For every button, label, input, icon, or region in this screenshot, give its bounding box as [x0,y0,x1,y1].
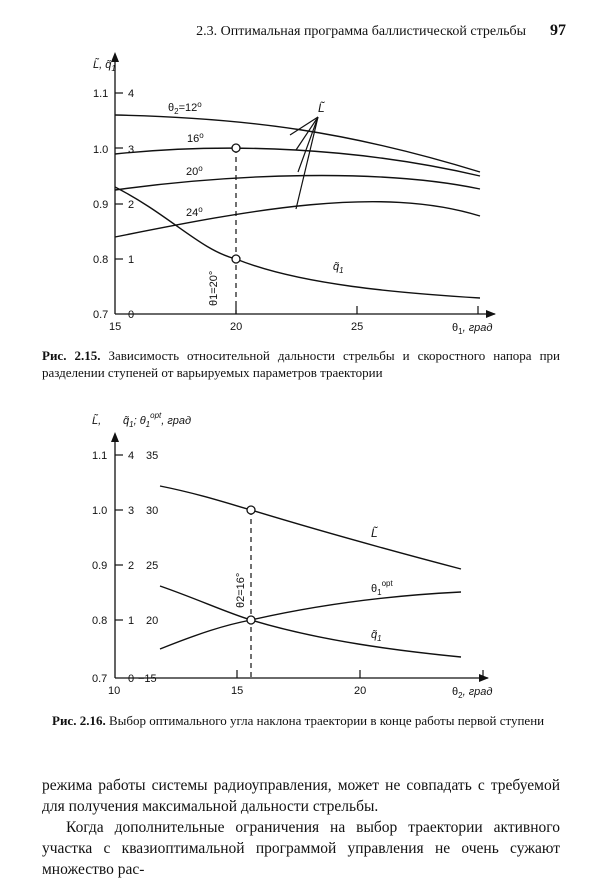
curves [160,486,461,657]
curve-L-theta2-12 [115,115,480,172]
x-axis-arrow [486,310,496,318]
label-theta2-12: $\theta_2=12^o$ [168,100,202,116]
curves [115,115,480,298]
left-tick: 0.8 [92,615,108,627]
x-ticks [109,321,363,333]
left-tick: 1.1 [93,88,109,100]
dashed-line-label: θ1=20° [208,270,220,306]
x-tick: 25 [351,321,364,333]
axis-arrows [111,432,489,682]
x-ticks [108,685,366,697]
q-tick: 0 [128,673,135,685]
caption-label: Рис. 2.16. [52,713,106,728]
q-tick: 3 [128,505,135,517]
q-tick: 2 [128,199,135,211]
x-tick: 15 [231,685,244,697]
left-tick: 0.7 [93,309,109,321]
theta-tick: 35 [146,450,159,462]
x-tick-marks [236,306,478,314]
x-tick: 20 [230,321,243,333]
y-tick-marks [115,455,123,620]
x-axis-title: $\theta_2$, град [452,686,493,700]
paragraph: режима работы системы радиоуправления, может не совпадать с требуемой для получения максимальной дальности стрельбы. [42,777,560,815]
secondary-ticks [128,88,134,321]
q-tick: 2 [128,560,135,572]
curve-q1 [160,586,461,657]
left-tick: 1.1 [92,450,108,462]
label-20: 20$^o$ [186,164,203,178]
left-tick: 0.8 [93,254,109,266]
curve-L-theta2-20 [115,176,480,190]
theta-tick: −15 [138,673,157,685]
q-tick: 1 [128,615,135,627]
theta-tick: 25 [146,560,159,572]
section-title: 2.3. Оптимальная программа баллистической стрельбы [196,24,526,39]
left-ticks [93,88,108,321]
left-ticks [92,450,107,685]
q-tick: 4 [128,450,135,462]
q-tick: 0 [128,309,135,321]
mid-ticks [128,450,134,685]
x-axis-title: $\theta_1$, град [452,322,493,336]
x-tick: 20 [354,685,367,697]
left-tick: 0.9 [92,560,108,572]
y-axis-title-L: L̃, [92,415,102,427]
axes [115,55,495,314]
caption-label: Рис. 2.15. [42,348,101,363]
q-tick: 1 [128,254,135,266]
caption-text: Выбор оптимального угла наклона траектории в конце работы первой ступени [108,713,545,728]
page-number: 97 [550,22,566,39]
q-tick: 3 [128,144,135,156]
x-tick: 10 [108,685,121,697]
label-16: 16$^o$ [187,131,204,145]
x-tick-marks [237,670,483,678]
theta-tick: 30 [146,505,159,517]
axes [115,435,488,678]
body-text [42,775,560,880]
y-axis-title-q: $q̃_1$; $\theta_1^{opt}$, град [123,411,192,429]
label-L: L̃ [318,101,325,115]
dashed-line-label: θ2=16° [235,572,247,608]
curve-theta1-opt [160,592,461,649]
theta-tick: 20 [146,615,159,627]
y-axis-arrow [111,432,119,442]
optimum-marker-L [232,144,240,152]
figure-2-16-chart [0,400,600,720]
curve-L-theta2-16 [115,148,480,176]
optimum-marker-L [247,506,255,514]
label-24: 24$^o$ [186,205,203,219]
label-q1: $q̃_1$ [333,261,344,275]
paragraph: Когда дополнительные ограничения на выбор траектории активного участка с квазиоптимальной программой управления не очень сужают множество рас- [42,819,560,878]
q-tick: 4 [128,88,135,100]
y-tick-marks [115,93,123,259]
y-axis-title: L̃, $q̃_1$ [93,59,116,73]
left-tick: 1.0 [93,144,109,156]
x-axis-arrow [479,674,489,682]
left-tick: 0.9 [93,199,109,211]
figure-2-16-caption [52,712,572,729]
label-L: L̃ [371,526,378,540]
figure-2-15-chart [0,0,600,340]
optimum-marker-intersection [247,616,255,624]
right-ticks [138,450,158,685]
x-tick: 15 [109,321,122,333]
caption-text: Зависимость относительной дальности стрельбы и скоростного напора при разделении ступеней от варьируемых параметров траектории [42,348,560,380]
curve-L-theta2-24 [115,202,480,237]
left-tick: 0.7 [92,673,108,685]
left-tick: 1.0 [92,505,108,517]
figure-2-15-caption [42,347,560,381]
label-q1: $q̃_1$ [371,629,382,643]
curve-L [160,486,461,569]
optimum-marker-q [232,255,240,263]
y-axis-arrow [111,52,119,62]
label-theta1-opt: $\theta_1^{opt}$ [371,579,393,597]
